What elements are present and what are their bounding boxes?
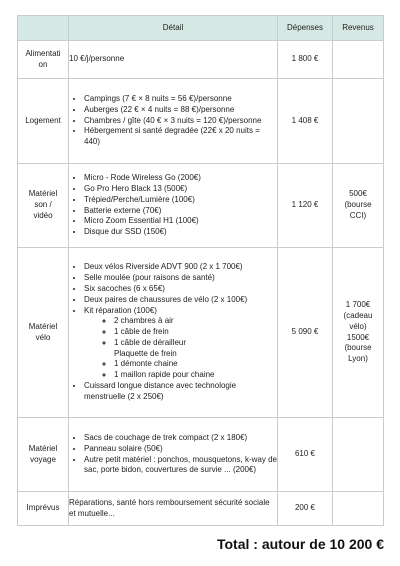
header-detail: Détail [69,16,278,41]
detail-cell [69,41,278,79]
detail-list [69,433,277,476]
expense-amount: 5 090 € [278,248,333,418]
expense-amount: 200 € [278,492,333,526]
income-cell [333,41,384,79]
detail-list [69,262,277,402]
income-cell [333,418,384,492]
header-category [18,16,69,41]
category-cell [18,418,69,492]
header-income: Revenus [333,16,384,41]
category-label: Matériel [28,321,58,331]
list-item: • Panneau solaire (50€) [84,444,277,455]
category-label: son / [34,200,52,210]
header-row [18,16,384,41]
list-item-label: Kit réparation (100€) [84,305,157,315]
sub-list-item: ◦ 1 démonte chaine [114,359,277,370]
sub-list-item: ◦ 2 chambres à air [114,316,277,327]
category-cell [18,41,69,79]
category-label: Alimentati [25,48,61,58]
list-item: • Disque dur SSD (150€) [84,227,277,238]
header-expenses: Dépenses [278,16,333,41]
list-item: • Micro - Rode Wireless Go (200€) [84,173,277,184]
table-row [18,79,384,164]
category-label: Matériel [28,189,58,199]
income-cell [333,79,384,164]
category-label: vidéo [33,210,53,220]
total-label: Total : autour de 10 200 € [216,536,384,552]
list-item: • Hébergement si santé degradée (22€ x 20 nuits = 440) [84,126,277,148]
detail-list [69,94,277,148]
list-item: • Cuissard longue distance avec technologie menstruelle (2 x 250€) [84,381,277,403]
income-line: Lyon) [348,354,368,364]
detail-text: 10 €/j/personne [69,54,125,64]
list-item: • Deux paires de chaussures de vélo (2 x 100€) [84,295,277,306]
expense-amount: 1 800 € [278,41,333,79]
expense-amount: 1 408 € [278,79,333,164]
income-line: 1500€ [346,332,370,342]
income-line: 500€ [349,189,367,199]
category-cell [18,164,69,248]
list-item: • Trépied/Perche/Lumière (100€) [84,195,277,206]
list-item: • Six sacoches (6 x 65€) [84,284,277,295]
table-row [18,248,384,418]
income-cell [333,248,384,418]
list-item [84,306,277,382]
list-item: • Autre petit matériel : ponchos, mousquetons, k-way de sac, porte bidon, couvertures de survie ... (200€) [84,455,277,477]
income-line: (cadeau [343,310,373,320]
income-line: (bourse [344,200,372,210]
list-item: • Micro Zoom Essential H1 (100€) [84,216,277,227]
table-row [18,418,384,492]
table-row [18,164,384,248]
list-item: • Go Pro Hero Black 13 (500€) [84,184,277,195]
list-item: • Sacs de couchage de trek compact (2 x 180€) [84,433,277,444]
list-item: • Chambres / gîte (40 € × 3 nuits = 120 €)/personne [84,116,277,127]
list-item: • Deux vélos Riverside ADVT 900 (2 x 1 700€) [84,262,277,273]
income-line: vélo) [349,321,367,331]
category-label: voyage [30,454,56,464]
sub-list-item: ◦ 1 câble de dérailleur [114,338,277,349]
detail-cell [69,248,278,418]
category-label: Imprévus [26,503,60,513]
sub-list-item: ◦ 1 câble de frein [114,327,277,338]
category-label: on [38,59,48,69]
table-row [18,41,384,79]
detail-cell [69,164,278,248]
list-item: • Selle moulée (pour raisons de santé) [84,273,277,284]
income-line: 1 700€ [345,300,371,310]
income-cell [333,164,384,248]
detail-list [69,173,277,238]
category-label: vélo [35,332,51,342]
category-cell [18,492,69,526]
sub-list-item: Plaquette de frein [114,348,177,358]
repair-kit-list [84,316,277,381]
sub-list-item: ◦ 1 maillon rapide pour chaine [114,370,277,381]
category-cell [18,248,69,418]
category-label: Matériel [28,443,58,453]
expense-amount: 1 120 € [278,164,333,248]
category-cell [18,79,69,164]
expense-amount: 610 € [278,418,333,492]
detail-cell [69,418,278,492]
detail-cell [69,492,278,526]
detail-cell [69,79,278,164]
income-line: (bourse [344,343,372,353]
list-item: • Auberges (22 € × 4 nuits = 88 €)/personne [84,105,277,116]
income-cell [333,492,384,526]
income-line: CCI) [349,210,367,220]
list-item: • Campings (7 € × 8 nuits = 56 €)/personne [84,94,277,105]
category-label: Logement [25,115,61,125]
budget-table [17,15,384,526]
detail-text: Réparations, santé hors remboursement sécurité sociale et mutuelle... [69,497,270,518]
list-item: • Batterie externe (70€) [84,206,277,217]
table-row [18,492,384,526]
